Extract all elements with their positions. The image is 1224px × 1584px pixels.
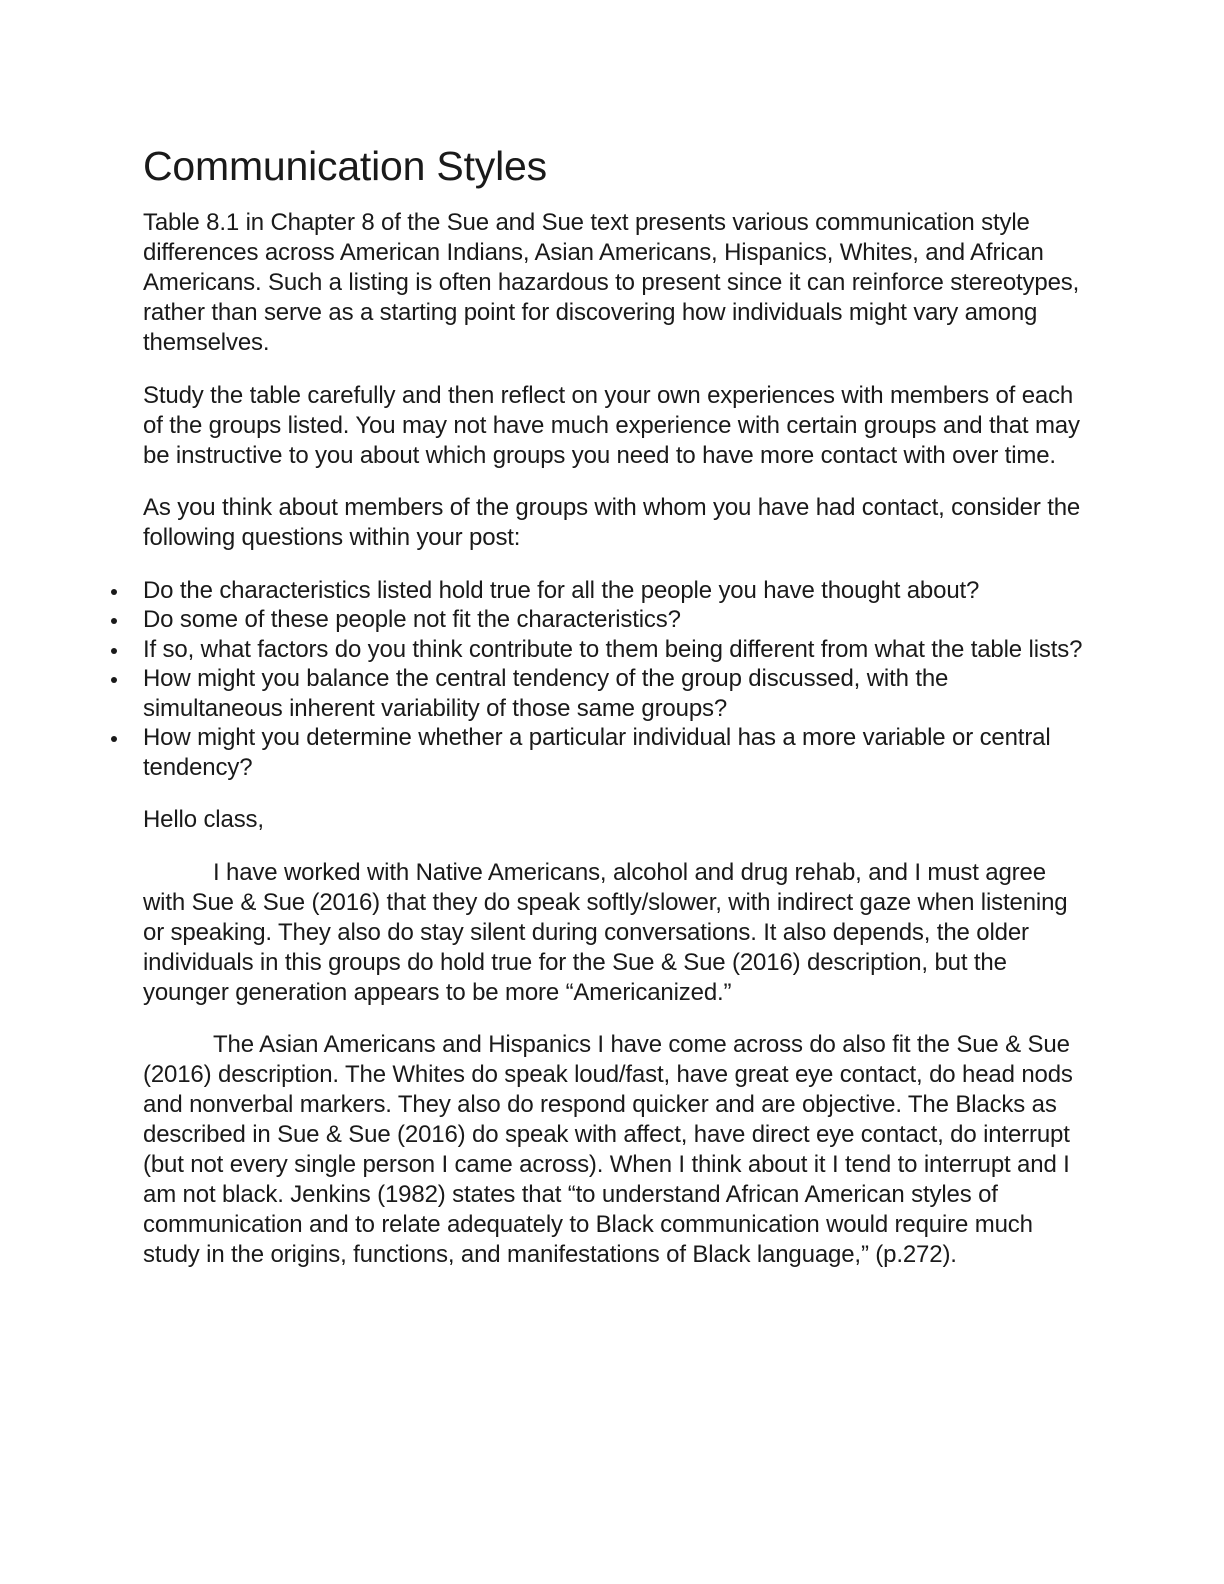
question-item: Do some of these people not fit the characteristics? bbox=[143, 605, 1083, 635]
response-paragraph-1: I have worked with Native Americans, alcohol and drug rehab, and I must agree with Sue & Sue (2016) that they do speak softly/slower, with indirect gaze when listening or speaking. They also do stay silent during conversations. It also depends, the older individuals in this groups do hold true for the Sue & Sue (2016) description, but the younger generation appears to be more “Americanized.” bbox=[143, 858, 1068, 1006]
page-title: Communication Styles bbox=[143, 143, 547, 189]
question-item: How might you balance the central tendency of the group discussed, with the simultaneous inherent variability of those same groups? bbox=[143, 664, 1083, 723]
question-item: Do the characteristics listed hold true for all the people you have thought about? bbox=[143, 576, 1083, 606]
prompt-paragraph-1: Table 8.1 in Chapter 8 of the Sue and Sue text presents various communication style differences across American Indians, Asian Americans, Hispanics, Whites, and African Americans. Such a listing is often hazardous to present since it can reinforce stereotypes, rather than serve as a starting point for discovering how individuals might vary among themselves. bbox=[143, 209, 1080, 356]
question-list bbox=[143, 576, 1083, 783]
response-paragraph-2: The Asian Americans and Hispanics I have come across do also fit the Sue & Sue (2016) description. The Whites do speak loud/fast, have great eye contact, do head nods and nonverbal markers. They also do respond quicker and are objective. The Blacks as described in Sue & Sue (2016) do speak with affect, have direct eye contact, do interrupt (but not every single person I came across). When I think about it I tend to interrupt and I am not black. Jenkins (1982) states that “to understand African American styles of communication and to relate adequately to Black communication would require much study in the origins, functions, and manifestations of Black language,” (p.272). bbox=[143, 1031, 1073, 1269]
document-page bbox=[143, 140, 1083, 1293]
question-item: How might you determine whether a particular individual has a more variable or central tendency? bbox=[143, 723, 1083, 782]
prompt-paragraph-3: As you think about members of the groups with whom you have had contact, consider the following questions within your post: bbox=[143, 494, 1081, 551]
prompt-paragraph-2: Study the table carefully and then reflect on your own experiences with members of each of the groups listed. You may not have much experience with certain groups and that may be instructive to you about which groups you need to have more contact with over time. bbox=[143, 381, 1080, 469]
question-item: If so, what factors do you think contribute to them being different from what the table lists? bbox=[143, 635, 1083, 663]
greeting: Hello class, bbox=[143, 806, 264, 834]
